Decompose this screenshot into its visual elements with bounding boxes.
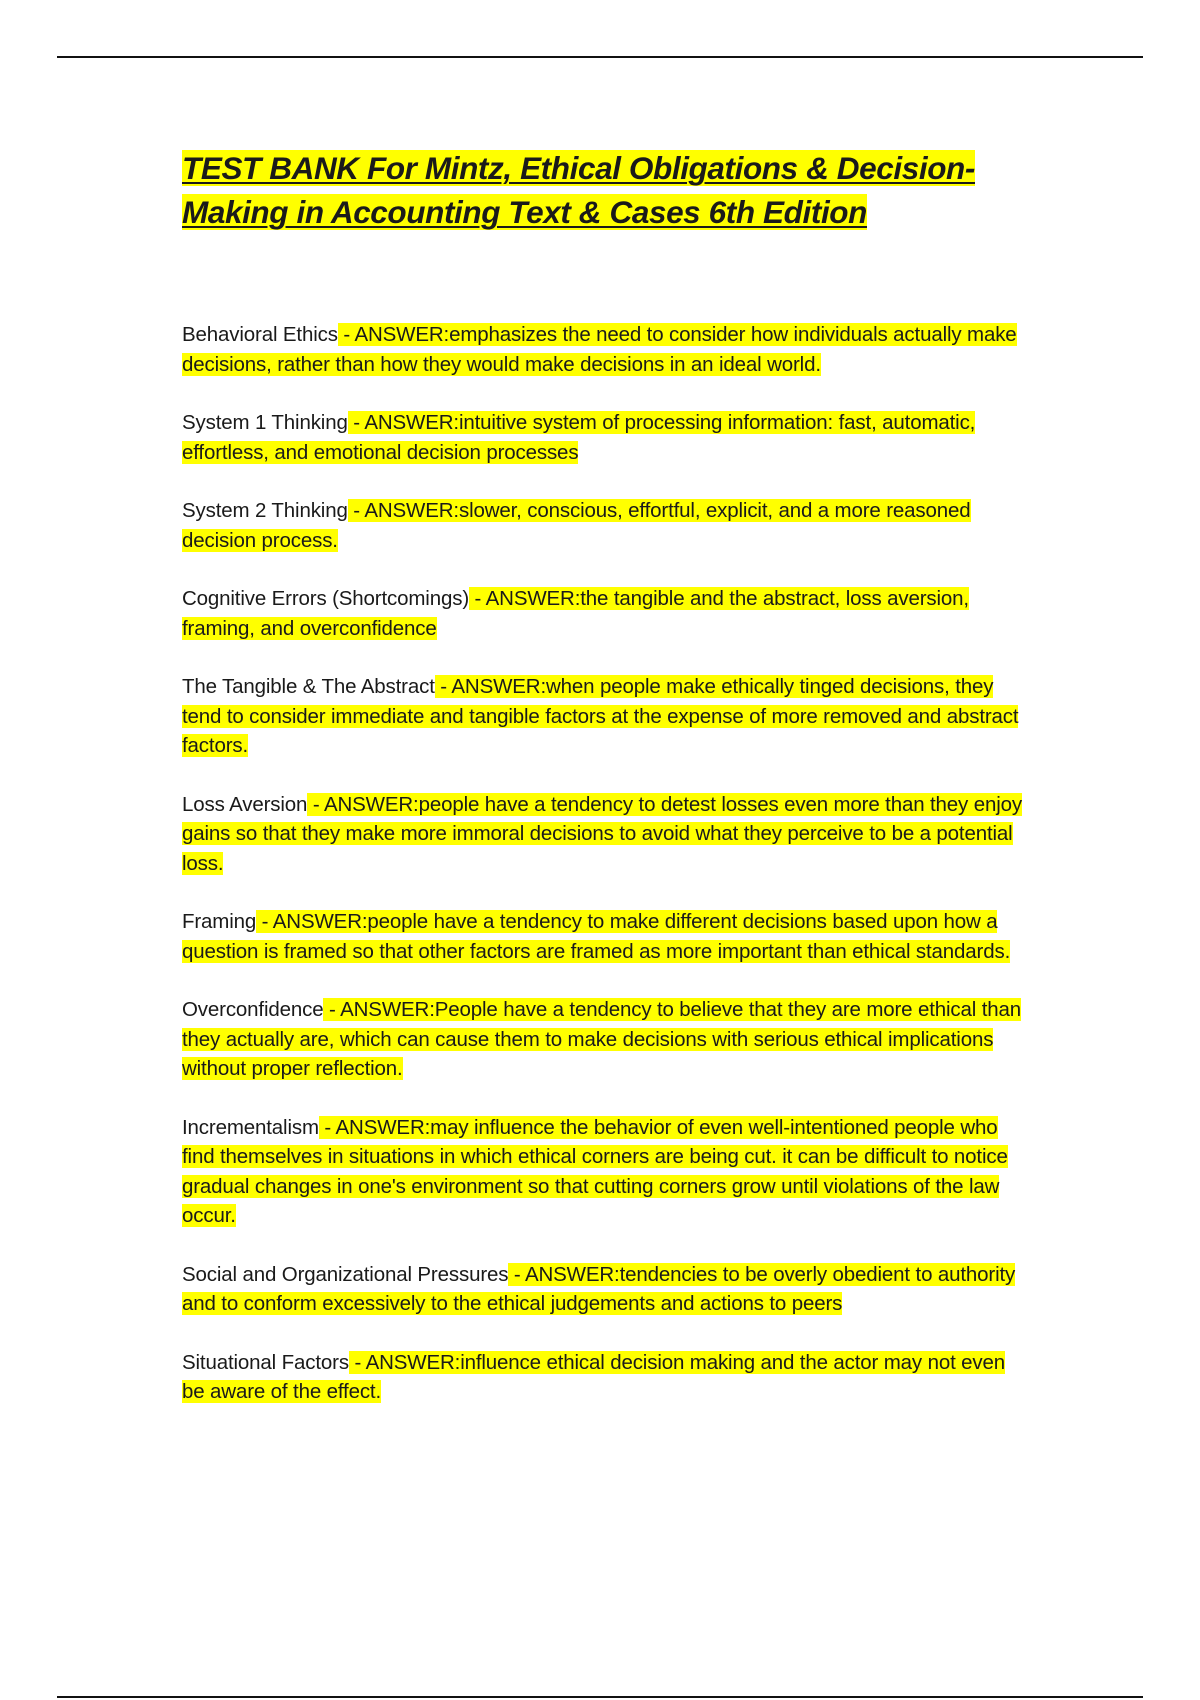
qa-answer: - ANSWER:emphasizes the need to consider how individuals actually make decisions, rather than how they would make decisions in an ideal world. (182, 323, 1017, 376)
document-body (182, 146, 1022, 1436)
qa-term: System 1 Thinking (182, 411, 348, 434)
qa-term: Behavioral Ethics (182, 323, 338, 346)
qa-term: Overconfidence (182, 998, 324, 1021)
qa-term: Cognitive Errors (Shortcomings) (182, 587, 469, 610)
document-title (182, 146, 1022, 234)
qa-answer: - ANSWER:people have a tendency to detest losses even more than they enjoy gains so that they make more immoral decisions to avoid what they perceive to be a potential loss. (182, 792, 1022, 875)
qa-answer: - ANSWER:influence ethical decision making and the actor may not even be aware of the effect. (182, 1350, 1006, 1403)
qa-answer: - ANSWER:the tangible and the abstract, loss aversion, framing, and overconfidence (182, 587, 969, 640)
qa-answer: - ANSWER:intuitive system of processing information: fast, automatic, effortless, and emotional decision processes (182, 411, 976, 464)
qa-term: Loss Aversion (182, 792, 308, 816)
qa-answer: - ANSWER:slower, conscious, effortful, explicit, and a more reasoned decision process. (182, 499, 971, 552)
qa-term: Incrementalism (182, 1115, 319, 1139)
qa-item (182, 1113, 1022, 1231)
qa-term: The Tangible & The Abstract (182, 675, 435, 698)
qa-item (182, 496, 1022, 555)
top-horizontal-rule (57, 56, 1143, 58)
qa-item (182, 584, 1022, 643)
qa-item (182, 1260, 1022, 1319)
qa-item (182, 320, 1022, 379)
qa-term: Framing (182, 910, 257, 933)
bottom-horizontal-rule (57, 1696, 1143, 1698)
qa-item (182, 907, 1022, 966)
qa-answer: - ANSWER:tendencies to be overly obedient to authority and to conform excessively to the ethical judgements and actions to peers (182, 1262, 1016, 1315)
qa-item (182, 790, 1022, 879)
qa-answer: - ANSWER:may influence the behavior of even well-intentioned people who find themselves in situations in which ethical corners are being cut. it can be difficult to notice gradual changes in one's environment so that cutting corners grow until violations of the law occur. (182, 1115, 1008, 1227)
qa-list (182, 320, 1022, 1407)
qa-item (182, 995, 1022, 1084)
qa-term: Situational Factors (182, 1350, 349, 1374)
qa-answer: - ANSWER:when people make ethically tinged decisions, they tend to consider immediate and tangible factors at the expense of more removed and abstract factors. (182, 675, 1019, 757)
qa-answer: - ANSWER:People have a tendency to believe that they are more ethical than they actually are, which can cause them to make decisions with serious ethical implications without proper reflection. (182, 998, 1022, 1080)
qa-item (182, 1348, 1022, 1407)
qa-item (182, 672, 1022, 761)
qa-term: Social and Organizational Pressures (182, 1262, 509, 1286)
document-title-text: TEST BANK For Mintz, Ethical Obligations & Decision-Making in Accounting Text & Cases 6th Edition (182, 150, 975, 230)
qa-item (182, 408, 1022, 467)
qa-answer: - ANSWER:people have a tendency to make different decisions based upon how a question is framed so that other factors are framed as more important than ethical standards. (182, 910, 1011, 963)
qa-term: System 2 Thinking (182, 499, 348, 522)
